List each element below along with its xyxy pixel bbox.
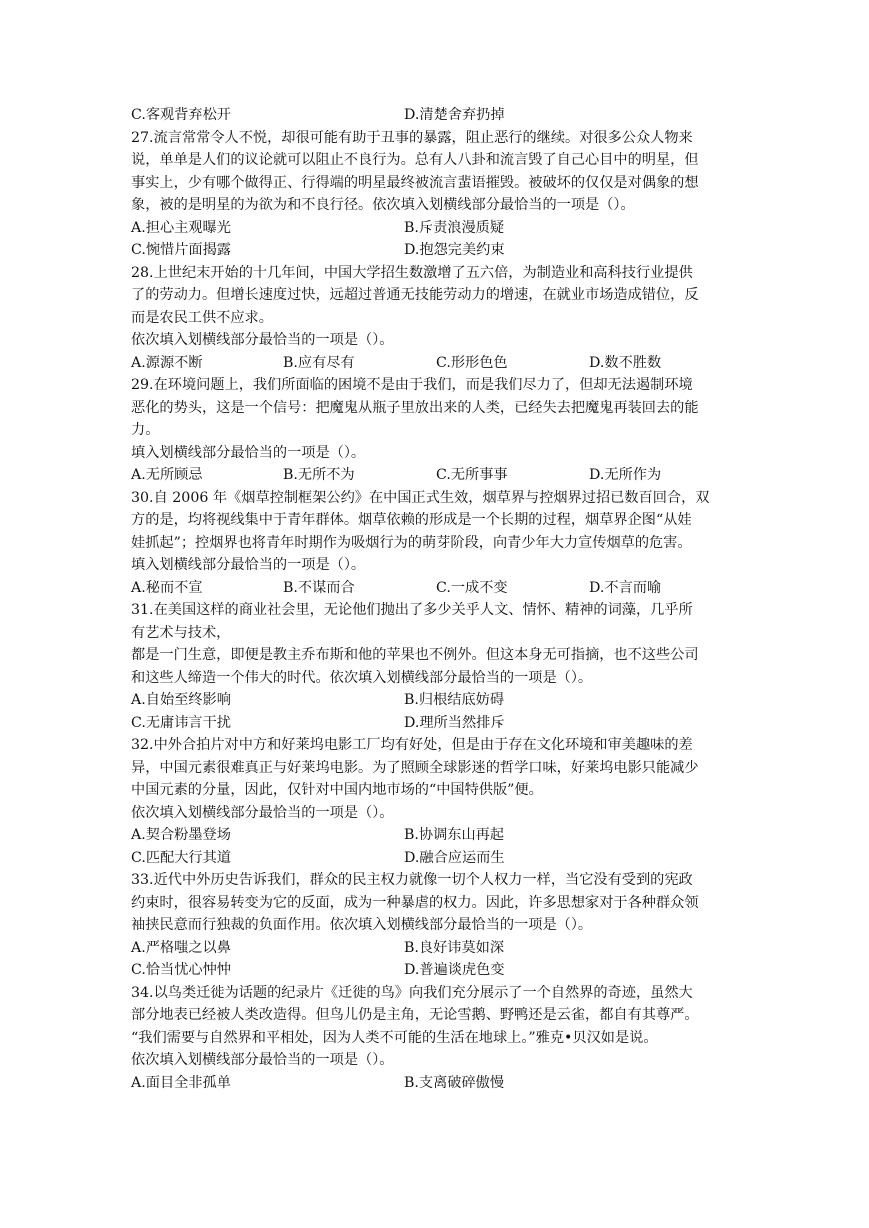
question-text-line: 异，中国元素很难真正与好莱坞电影。为了照顾全球影迷的哲学口味，好莱坞电影只能减少 (131, 759, 699, 776)
question-text-line: 方的是，均将视线集中于青年群体。烟草依赖的形成是一个长期的过程，烟草界企图“从娃 (131, 512, 692, 528)
option-row (131, 217, 741, 240)
question-text-line: 依次填入划横线部分最恰当的一项是（）。 (131, 804, 394, 821)
question-text-line: 中国元素的分量，因此，仅针对中国内地市场的“中国特供版”便。 (131, 782, 543, 798)
question-text-line: 都是一门生意，即便是教主乔布斯和他的苹果也不例外。但这本身无可指摘，也不这些公司 (131, 647, 699, 663)
option-d: D.不言而喻 (589, 579, 662, 596)
option-d: D.理所当然排斥 (404, 714, 505, 731)
question-text-line: 说，单单是人们的议论就可以阻止不良行为。总有人八卦和流言毁了自己心目中的明星，但 (131, 152, 699, 168)
option-row (131, 937, 741, 960)
question-text-line: 32.中外合拍片对中方和好莱坞电影工厂均有好处，但是由于存在文化环境和审美趣味的差 (131, 737, 693, 753)
question-text-line: 33.近代中外历史告诉我们，群众的民主权力就像一切个人权力一样，当它没有受到的宪政 (131, 872, 693, 888)
question-text-line: 娃抓起”；控烟界也将青年时期作为吸烟行为的萌芽阶段，向青少年大力宣传烟草的危害。 (131, 534, 692, 551)
question-block (131, 982, 741, 1095)
question-text-line: 30.自 2006 年《烟草控制框架公约》在中国正式生效，烟草界与控烟界过招已数百回合，双 (131, 489, 710, 506)
question-block (131, 262, 741, 375)
option-c: C.客观背弃松开 (131, 107, 231, 123)
option-row (131, 104, 741, 127)
question-text-line: 填入划横线部分最恰当的一项是（）。 (131, 444, 366, 461)
option-c: C.恰当忧心忡忡 (131, 962, 231, 978)
option-c: C.一成不变 (436, 579, 508, 596)
question-text-line: 31.在美国这样的商业社会里，无论他们抛出了多少关乎人文、情怀、精神的词藻，几乎所 (131, 602, 693, 618)
option-b: B.协调东山再起 (404, 827, 505, 843)
option-row (131, 689, 741, 712)
question-text-line: 力。 (131, 422, 160, 438)
question-text-line: “我们需要与自然界和平相处，因为人类不可能的生活在地球上。”雅克•贝汉如是说。 (131, 1029, 658, 1046)
question-text-line: 29.在环境问题上，我们所面临的困境不是由于我们，而是我们尽力了，但却无法遏制环境 (131, 377, 693, 393)
option-b: B.不谋而合 (283, 579, 355, 596)
option-a: A.严格嗤之以鼻 (131, 939, 231, 956)
option-row (131, 959, 741, 982)
option-c: C.形形色色 (436, 354, 508, 371)
option-c: C.无庸讳言干扰 (131, 714, 231, 731)
question-block (131, 869, 741, 982)
option-d: D.抱怨完美约束 (404, 242, 505, 258)
option-row (131, 239, 741, 262)
question-block (131, 487, 741, 600)
option-row (131, 712, 741, 735)
option-b: B.斥责浪漫质疑 (404, 219, 505, 236)
question-text-line: 袖挟民意而行独裁的负面作用。依次填入划横线部分最恰当的一项是（）。 (131, 917, 593, 933)
option-b: B.良好讳莫如深 (404, 939, 505, 956)
option-a: A.自始至终影响 (131, 692, 231, 708)
option-b: B.归根结底妨碍 (404, 692, 505, 708)
question-text-line: 依次填入划横线部分最恰当的一项是（）。 (131, 332, 394, 348)
question-text-line: 部分地表已经被人类改造得。但鸟儿仍是主角，无论雪鹅、野鸭还是云雀，都自有其尊严。 (131, 1007, 699, 1023)
option-a: A.担心主观曝光 (131, 219, 231, 236)
question-text-line: 有艺术与技术， (131, 624, 231, 641)
option-a: A.面目全非孤单 (131, 1074, 231, 1091)
question-block (131, 734, 741, 869)
question-text-line: 而是农民工供不应求。 (131, 309, 273, 326)
option-a: A.契合粉墨登场 (131, 827, 231, 843)
option-a: A.无所顾忌 (131, 467, 203, 483)
option-row (131, 464, 741, 487)
option-d: D.无所作为 (589, 467, 662, 483)
option-d: D.融合应运而生 (404, 849, 505, 866)
option-row (131, 847, 741, 870)
question-list (131, 127, 741, 1095)
question-block (131, 374, 741, 487)
question-text-line: 27.流言常常令人不悦，却很可能有助于丑事的暴露，阻止恶行的继续。对很多公众人物来 (131, 129, 693, 146)
option-d: D.清楚舍弃扔掉 (404, 107, 505, 123)
question-text-line: 象，被的是明星的为欲为和不良行径。依次填入划横线部分最恰当的一项是（）。 (131, 197, 635, 213)
question-block (131, 127, 741, 262)
question-text-line: 恶化的势头，这是一个信号：把魔鬼从瓶子里放出来的人类，已经失去把魔鬼再装回去的能 (131, 399, 699, 416)
option-b: B.支离破碎傲慢 (404, 1074, 505, 1091)
question-text-line: 约束时，很容易转变为它的反面，成为一种暴虐的权力。因此，许多思想家对于各种群众领 (131, 894, 699, 911)
question-text-line: 依次填入划横线部分最恰当的一项是（）。 (131, 1052, 394, 1068)
question-text-line: 28.上世纪末开始的十几年间，中国大学招生数激增了五六倍，为制造业和高科技行业提供 (131, 264, 693, 281)
option-row (131, 1072, 741, 1095)
question-text-line: 和这些人缔造一个伟大的时代。依次填入划横线部分最恰当的一项是（）。 (131, 669, 593, 686)
question-text-line: 34.以鸟类迁徙为话题的纪录片《迁徙的鸟》向我们充分展示了一个自然界的奇迹，虽然大 (131, 984, 693, 1001)
question-text-line: 事实上，少有哪个做得正、行得端的明星最终被流言蜚语摧毁。被破坏的仅仅是对偶象的想 (131, 174, 699, 191)
option-b: B.应有尽有 (283, 354, 355, 371)
option-d: D.普遍谈虎色变 (404, 962, 505, 978)
option-c: C.惋惜片面揭露 (131, 242, 231, 258)
option-c: C.无所事事 (436, 467, 508, 483)
question-text-line: 填入划横线部分最恰当的一项是（）。 (131, 557, 366, 573)
option-row (131, 577, 741, 600)
question-block (131, 599, 741, 734)
document-body (131, 104, 741, 1094)
option-row (131, 352, 741, 375)
option-a: A.秘而不宣 (131, 579, 203, 596)
option-d: D.数不胜数 (589, 354, 662, 371)
option-b: B.无所不为 (283, 467, 355, 483)
option-a: A.源源不断 (131, 354, 203, 371)
option-row (131, 824, 741, 847)
question-text-line: 了的劳动力。但增长速度过快，远超过普通无技能劳动力的增速，在就业市场造成错位，反 (131, 287, 699, 303)
option-c: C.匹配大行其道 (131, 849, 231, 866)
